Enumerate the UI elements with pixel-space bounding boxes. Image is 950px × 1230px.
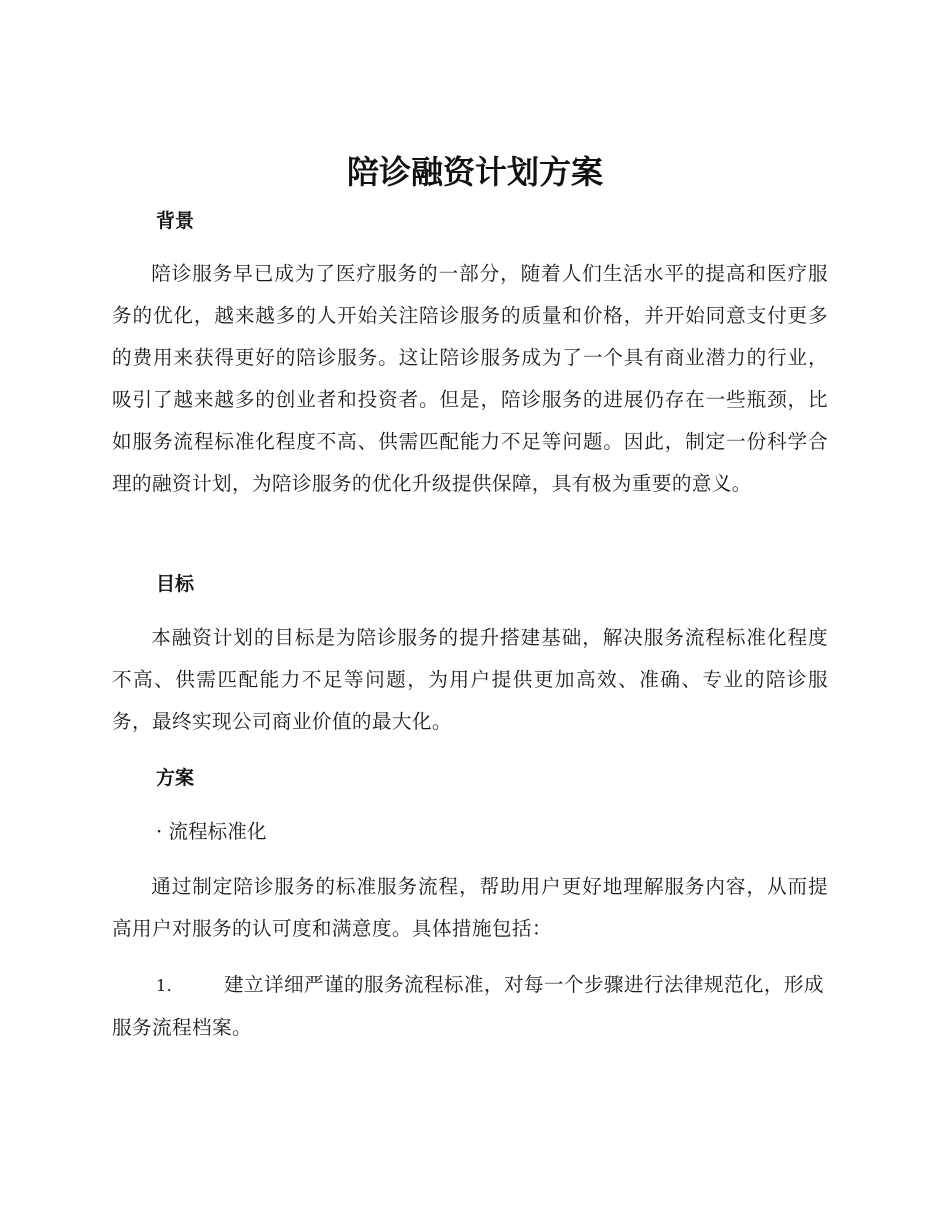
plan-bullet-standardization: · 流程标准化 xyxy=(156,820,267,843)
section-heading-goal: 目标 xyxy=(156,573,195,595)
list-item-text: 建立详细严谨的服务流程标准，对每一个步骤进行法律规范化，形成服务流程档案。 xyxy=(112,973,824,1039)
list-item-number: 1. xyxy=(156,976,173,995)
background-paragraph: 陪诊服务早已成为了医疗服务的一部分，随着人们生活水平的提高和医疗服务的优化，越来越多的人开始关注陪诊服务的质量和价格，并开始同意支付更多的费用来获得更好的陪诊服务。这让陪诊服务成为了一个具有商业潜力的行业，吸引了越来越多的创业者和投资者。但是，陪诊服务的进展仍存在一些瓶颈，比如服务流程标准化程度不高、供需匹配能力不足等问题。因此，制定一份科学合理的融资计划，为陪诊服务的优化升级提供保障，具有极为重要的意义。 xyxy=(112,262,828,495)
list-item xyxy=(112,964,828,1049)
section-heading-plan: 方案 xyxy=(156,767,195,789)
section-heading-background: 背景 xyxy=(156,210,195,232)
document-title: 陪诊融资计划方案 xyxy=(346,153,603,191)
plan-paragraph: 通过制定陪诊服务的标准服务流程，帮助用户更好地理解服务内容，从而提高用户对服务的认可度和满意度。具体措施包括： xyxy=(112,875,828,940)
goal-paragraph: 本融资计划的目标是为陪诊服务的提升搭建基础，解决服务流程标准化程度不高、供需匹配能力不足等问题，为用户提供更加高效、准确、专业的陪诊服务，最终实现公司商业价值的最大化。 xyxy=(112,626,828,733)
